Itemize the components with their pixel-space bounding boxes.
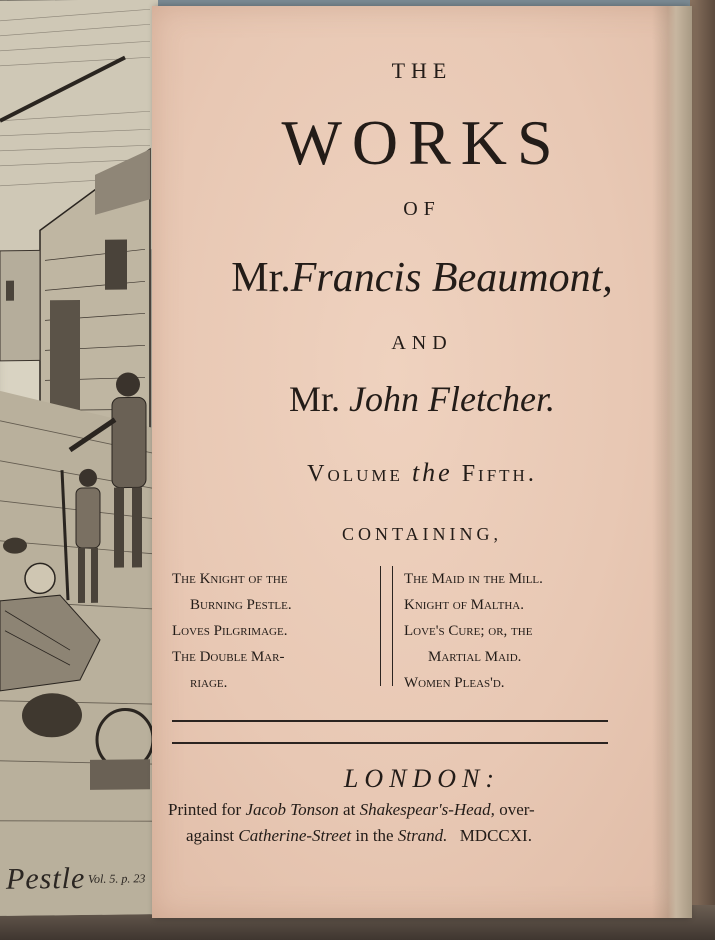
imprint-text: in the bbox=[355, 826, 394, 845]
horizontal-rule bbox=[172, 742, 608, 744]
imprint-line-1 bbox=[168, 800, 618, 820]
plays-list-left bbox=[172, 566, 372, 696]
containing-heading: CONTAINING, bbox=[341, 524, 503, 544]
imprint-text: Printed for bbox=[168, 800, 242, 819]
column-divider bbox=[380, 566, 381, 686]
play-item: riage. bbox=[190, 675, 228, 691]
title-of: OF bbox=[403, 198, 441, 220]
imprint-line-2 bbox=[186, 826, 636, 846]
play-item: Burning Pestle. bbox=[190, 597, 292, 613]
street-name: Catherine-Street bbox=[238, 826, 352, 845]
author-beaumont bbox=[152, 254, 692, 302]
author2-name: John Fletcher. bbox=[349, 379, 555, 419]
play-item: Women Pleas'd. bbox=[404, 675, 505, 691]
book-cover-edge bbox=[690, 0, 715, 940]
play-item: The Knight of the bbox=[172, 571, 288, 587]
author1-prefix: Mr. bbox=[231, 255, 291, 301]
play-item: Loves Pilgrimage. bbox=[172, 623, 288, 639]
imprint-city: LONDON: bbox=[343, 764, 501, 793]
frontispiece-reference: Vol. 5. p. 23 bbox=[88, 871, 146, 886]
shop-sign: Shakespear's-Head, bbox=[359, 800, 495, 819]
frontispiece-engraving bbox=[0, 0, 158, 916]
volume-line bbox=[152, 458, 692, 488]
horizontal-rule bbox=[172, 720, 608, 722]
volume-the: the bbox=[411, 458, 453, 487]
title-the: THE bbox=[391, 58, 453, 83]
play-item: Knight of Maltha. bbox=[404, 597, 524, 613]
title-works: WORKS bbox=[281, 107, 563, 178]
volume-number: Fifth. bbox=[461, 461, 537, 487]
street-name: Strand. bbox=[397, 826, 448, 845]
publisher-name: Jacob Tonson bbox=[245, 800, 339, 819]
imprint-text: against bbox=[186, 826, 235, 845]
author-fletcher bbox=[152, 378, 692, 420]
author1-name: Francis Beaumont, bbox=[290, 255, 613, 301]
engraving-illustration bbox=[0, 0, 158, 916]
play-item: The Double Mar- bbox=[172, 649, 285, 665]
plays-list-right bbox=[404, 566, 614, 696]
imprint-text: over- bbox=[499, 800, 535, 819]
title-and: AND bbox=[391, 332, 453, 354]
column-divider bbox=[392, 566, 393, 686]
volume-word: Volume bbox=[307, 461, 403, 487]
frontispiece-caption: Pestle bbox=[6, 861, 86, 896]
imprint-text: at bbox=[343, 800, 356, 819]
imprint-year: MDCCXI. bbox=[459, 826, 532, 845]
play-item: Martial Maid. bbox=[428, 649, 522, 665]
author2-prefix: Mr. bbox=[289, 379, 341, 419]
play-item: The Maid in the Mill. bbox=[404, 571, 543, 587]
play-item: Love's Cure; or, the bbox=[404, 623, 533, 639]
